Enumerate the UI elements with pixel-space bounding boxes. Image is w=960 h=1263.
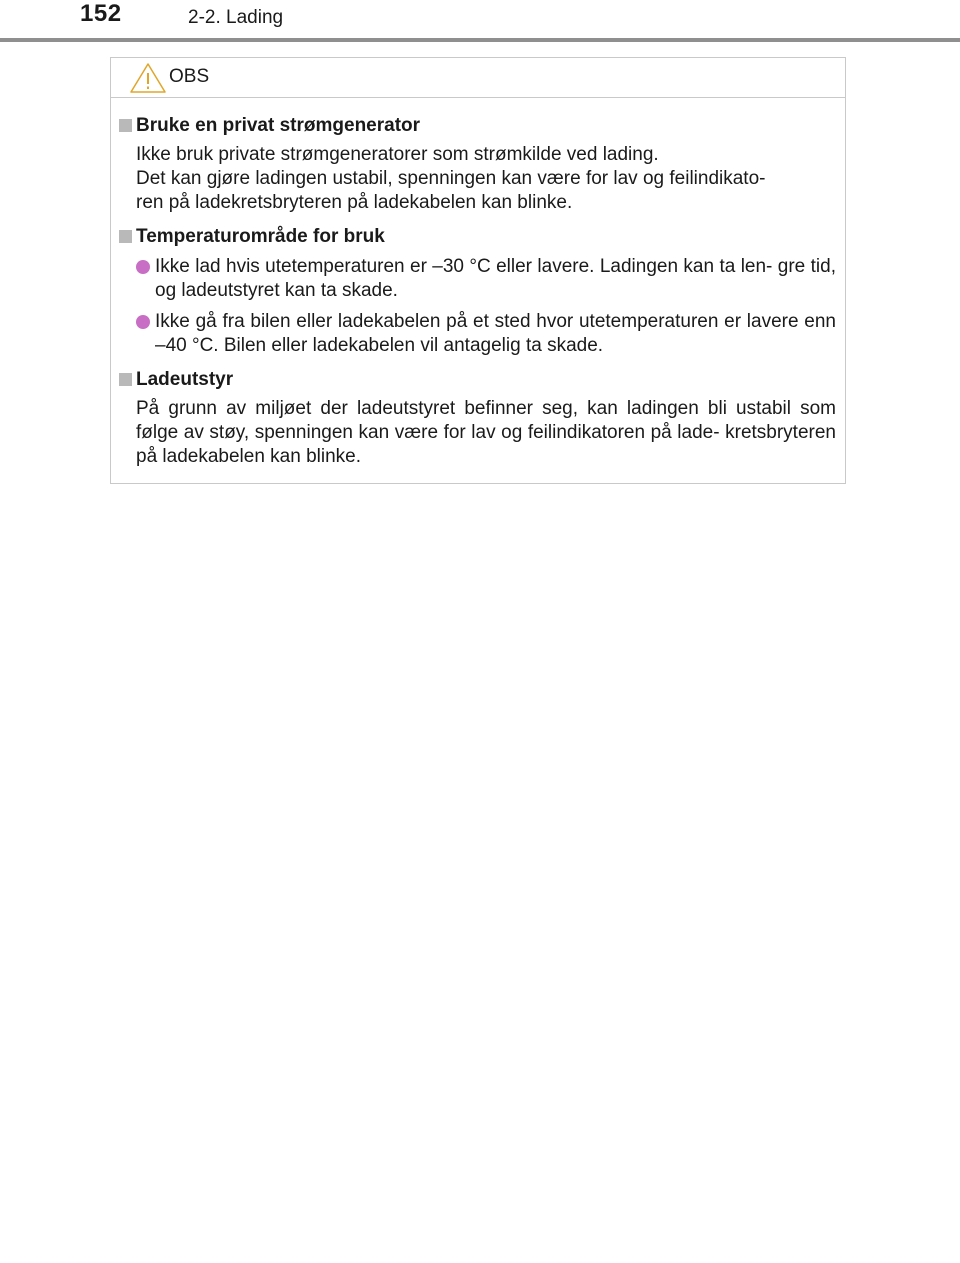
warning-triangle-icon xyxy=(129,62,167,94)
text-line: Ikke bruk private strømgeneratorer som strømkilde ved lading. xyxy=(136,144,659,165)
text-paragraph: På grunn av miljøet der ladeutstyret befinner seg, kan ladingen bli ustabil som følge av støy, spenningen kan være for lav og feilindikatoren på lade- kretsbryteren på ladekabelen kan blinke. xyxy=(136,398,836,467)
topic-title: Temperaturområde for bruk xyxy=(118,225,836,249)
notice-header xyxy=(111,58,845,98)
text-line: Det kan gjøre ladingen ustabil, spenningen kan være for lav og feilindikato- xyxy=(136,168,766,189)
topic-charging-equipment xyxy=(118,368,836,469)
list-item xyxy=(118,255,836,303)
square-bullet-icon xyxy=(119,119,132,132)
text-line: ren på ladekretsbryteren på ladekabelen kan blinke. xyxy=(136,192,573,213)
topic-text xyxy=(118,397,836,469)
notice-box xyxy=(110,57,846,484)
topic-title: Bruke en privat strømgenerator xyxy=(118,114,836,138)
topic-private-generator xyxy=(118,114,836,215)
round-bullet-icon xyxy=(136,260,150,274)
notice-body xyxy=(111,98,845,469)
list-item xyxy=(118,310,836,358)
page-header xyxy=(0,0,960,44)
square-bullet-icon xyxy=(119,230,132,243)
topic-temperature-range xyxy=(118,225,836,358)
notice-label: OBS xyxy=(169,66,210,87)
section-title: 2-2. Lading xyxy=(188,7,284,28)
topic-text xyxy=(118,143,836,215)
square-bullet-icon xyxy=(119,373,132,386)
list-item-text: Ikke gå fra bilen eller ladekabelen på et sted hvor utetemperaturen er lavere enn –40 °C. Bilen eller ladekabelen vil antagelig ta skade. xyxy=(155,311,836,356)
page-number: 152 xyxy=(80,0,122,27)
round-bullet-icon xyxy=(136,315,150,329)
list-item-text: Ikke lad hvis utetemperaturen er –30 °C eller lavere. Ladingen kan ta len- gre tid, og ladeutstyret kan ta skade. xyxy=(155,256,836,301)
topic-title: Ladeutstyr xyxy=(118,368,836,392)
header-rule xyxy=(0,38,960,42)
